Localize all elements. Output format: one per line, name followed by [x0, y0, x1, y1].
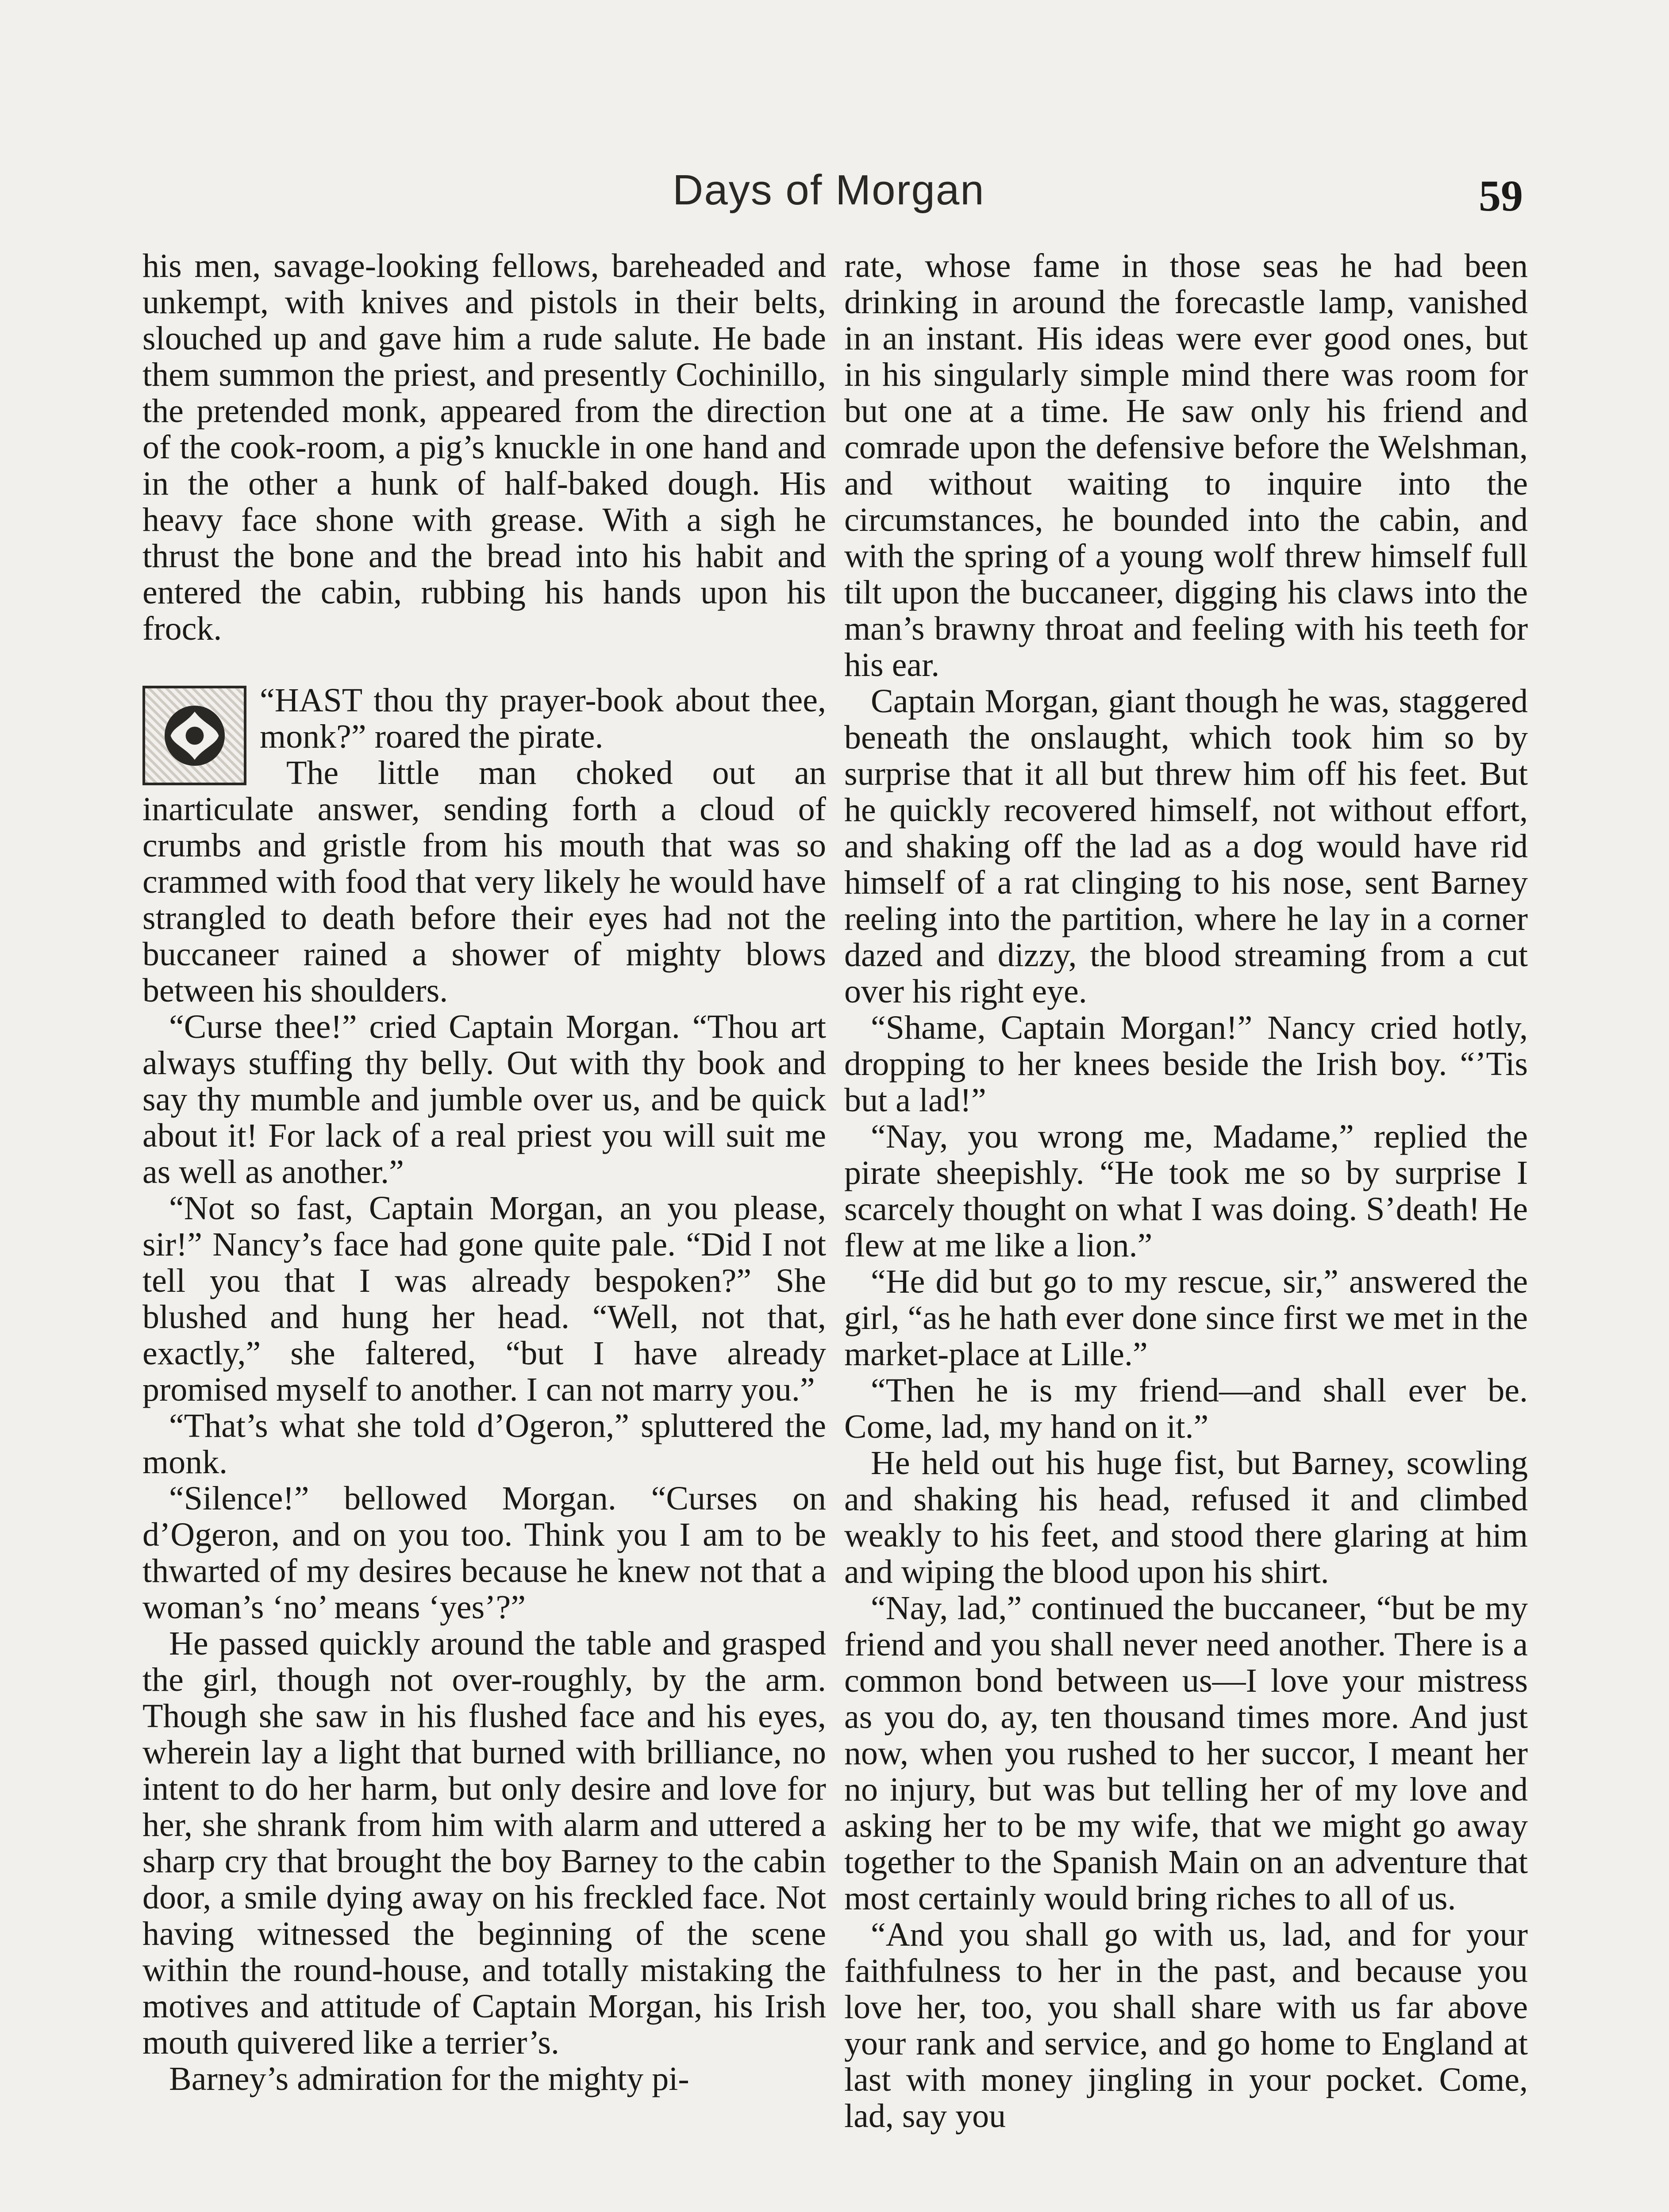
running-head — [0, 166, 1669, 223]
ornament-shape — [157, 698, 232, 773]
right-column — [844, 248, 1528, 2134]
paragraph: his men, savage-looking fellows, bareheaded and unkempt, with knives and pistols in their belts, slouched up and gave him a rude salute. He bade them summon the priest, and presently Cochinillo, the pretended monk, appeared from the direction of the cook-room, a pig’s knuckle in one hand and in the other a hunk of half-baked dough. His heavy face shone with grease. With a sigh he thrust the bone and the bread into his habit and entered the cabin, rubbing his hands upon his frock. — [142, 247, 826, 647]
paragraph: Barney’s admiration for the mighty pi- — [169, 2060, 689, 2097]
paragraph: “That’s what she told d’Ogeron,” spluttered the monk. — [142, 1407, 826, 1481]
paragraph: “Not so fast, Captain Morgan, an you please, sir!” Nancy’s face had gone quite pale. “Did I not tell you that I was already bespoken?” She blushed and hung her head. “Well, not that, exactly,” she faltered, “but I have already promised myself to another. I can not marry you.” — [142, 1190, 826, 1408]
page-number: 59 — [1479, 171, 1523, 220]
paragraph: rate, whose fame in those seas he had been drinking in around the forecastle lamp, vanished in an instant. His ideas were ever good ones, but in his singularly simple mind there was room for but one at a time. He saw only his friend and comrade upon the defensive before the Welshman, and without waiting to inquire into the circumstances, he bounded into the cabin, and with the spring of a young wolf threw himself full tilt upon the buccaneer, digging his claws into the man’s brawny throat and feeling with his teeth for his ear. — [844, 247, 1528, 684]
paragraph: “Curse thee!” cried Captain Morgan. “Thou art always stuffing thy belly. Out with thy book and say thy mumble and jumble over us, and be quick about it! For lack of a real priest you will suit me as well as another.” — [142, 1008, 826, 1190]
paragraph: He held out his huge fist, but Barney, scowling and shaking his head, refused it and climbed weakly to his feet, and stood there glaring at him and wiping the blood upon his shirt. — [844, 1444, 1528, 1590]
decorative-initial-ornament-icon — [142, 686, 246, 785]
paragraph: He passed quickly around the table and grasped the girl, though not over-roughly, by the arm. Though she saw in his flushed face and his eyes, wherein lay a light that burned with brilliance, no intent to do her harm, but only desire and love for her, she shrank from him with alarm and uttered a sharp cry that brought the boy Barney to the cabin door, a smile dying away on his freckled face. Not having witnessed the beginning of the scene within the round-house, and totally mistaking the motives and attitude of Captain Morgan, his Irish mouth quivered like a terrier’s. — [142, 1625, 826, 2061]
paragraph: “Shame, Captain Morgan!” Nancy cried hotly, dropping to her knees beside the Irish boy. “’Tis but a lad!” — [844, 1009, 1528, 1119]
paragraph: Captain Morgan, giant though he was, staggered beneath the onslaught, which took him so by surprise that it all but threw him off his feet. But he quickly recovered himself, not without effort, and shaking off the lad as a dog would have rid himself of a rat clinging to his nose, sent Barney reeling into the partition, where he lay in a corner dazed and dizzy, the blood streaming from a cut over his right eye. — [844, 683, 1528, 1010]
section-start-text: “HAST thou thy prayer-book about thee, monk?” roared the pirate. — [260, 682, 826, 755]
paragraph: “Nay, you wrong me, Madame,” replied the pirate sheepishly. “He took me so by surprise I scarcely thought on what I was doing. S’death! He flew at me like a lion.” — [844, 1118, 1528, 1264]
section-start-paragraph — [142, 682, 826, 755]
left-column — [142, 248, 826, 2097]
paragraph: “He did but go to my rescue, sir,” answered the girl, “as he hath ever done since first we met in the market-place at Lille.” — [844, 1263, 1528, 1373]
paragraph: “Silence!” bellowed Morgan. “Curses on d’Ogeron, and on you too. Think you I am to be thwarted of my desires because he knew not that a woman’s ‘no’ means ‘yes’?” — [142, 1480, 826, 1626]
running-head-title: Days of Morgan — [673, 166, 985, 214]
paragraph: “Nay, lad,” continued the buccaneer, “but be my friend and you shall never need another. There is a common bond between us—I love your mistress as you do, ay, ten thousand times more. And just now, when you rushed to her succor, I meant her no injury, but was but telling her of my love and asking her to be my wife, that we might go away together to the Spanish Main on an adventure that most certainly would bring riches to all of us. — [844, 1590, 1528, 1917]
paragraph: “Then he is my friend—and shall ever be. Come, lad, my hand on it.” — [844, 1372, 1528, 1445]
paragraph: “And you shall go with us, lad, and for your faithfulness to her in the past, and because you love her, too, you shall share with us far above your rank and service, and go home to England at last with money jingling in your pocket. Come, lad, say you — [844, 1916, 1528, 2135]
paragraph: The little man choked out an inarticulate answer, sending forth a cloud of crumbs and gristle from his mouth that was so crammed with food that very likely he would have strangled to death before their eyes had not the buccaneer rained a shower of mighty blows between his shoulders. — [142, 754, 826, 1009]
